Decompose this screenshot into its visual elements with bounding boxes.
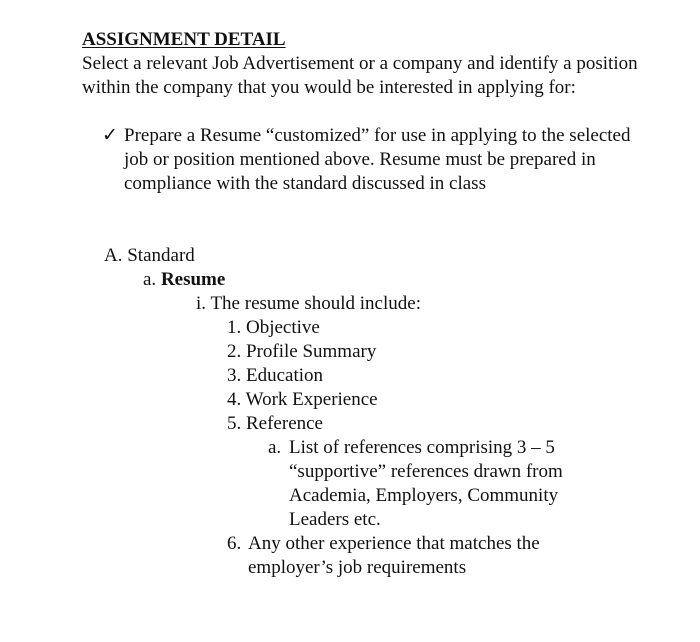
list-item-marker: 2. [227, 341, 242, 362]
level-a-marker: A. [104, 245, 123, 266]
list-item-marker: 3. [227, 365, 242, 386]
reference-sub-item-line: Academia, Employers, Community [289, 485, 559, 506]
list-item-work-experience [227, 388, 378, 412]
list-item-label: Work Experience [245, 389, 378, 410]
intro-paragraph: Select a relevant Job Advertisement or a company and identify a position within the company that you would be interested in applying for: [82, 53, 638, 98]
reference-sub-item-line: List of references comprising 3 – 5 [289, 437, 555, 458]
list-item-education [227, 364, 323, 388]
list-item-profile-summary [227, 340, 376, 364]
list-item-reference [227, 412, 323, 436]
level-a-label: Standard [127, 245, 195, 266]
list-item-label: Education [246, 365, 324, 386]
assignment-title: ASSIGNMENT DETAIL [82, 29, 286, 50]
reference-sub-item-line: Leaders etc. [289, 509, 381, 530]
list-item-marker: 1. [227, 317, 242, 338]
check-item-text: Prepare a Resume “customized” for use in applying to the selected job or position mentioned above. Resume must be prepared in compliance with the standard discussed in class [124, 125, 631, 194]
reference-sub-item-line: “supportive” references drawn from [289, 461, 563, 482]
list-item-label: Objective [246, 317, 320, 338]
list-item-label: Reference [246, 413, 323, 434]
outline-level-b [143, 268, 225, 292]
list-item-marker: 5. [227, 413, 242, 434]
list-item-other-line: employer’s job requirements [248, 557, 467, 578]
level-b-label: Resume [160, 269, 226, 290]
outline-level-c [196, 292, 421, 316]
check-mark-icon: ✓ [102, 125, 118, 146]
outline-level-a [104, 244, 195, 268]
list-item-other-line: Any other experience that matches the [248, 533, 540, 554]
level-c-label: The resume should include: [210, 293, 421, 314]
list-item-objective [227, 316, 320, 340]
level-b-marker: a. [143, 269, 157, 290]
list-item-other-marker: 6. [227, 533, 242, 554]
reference-sub-item-marker: a. [268, 437, 282, 458]
level-c-marker: i. [196, 293, 207, 314]
list-item-marker: 4. [227, 389, 242, 410]
list-item-label: Profile Summary [246, 341, 377, 362]
